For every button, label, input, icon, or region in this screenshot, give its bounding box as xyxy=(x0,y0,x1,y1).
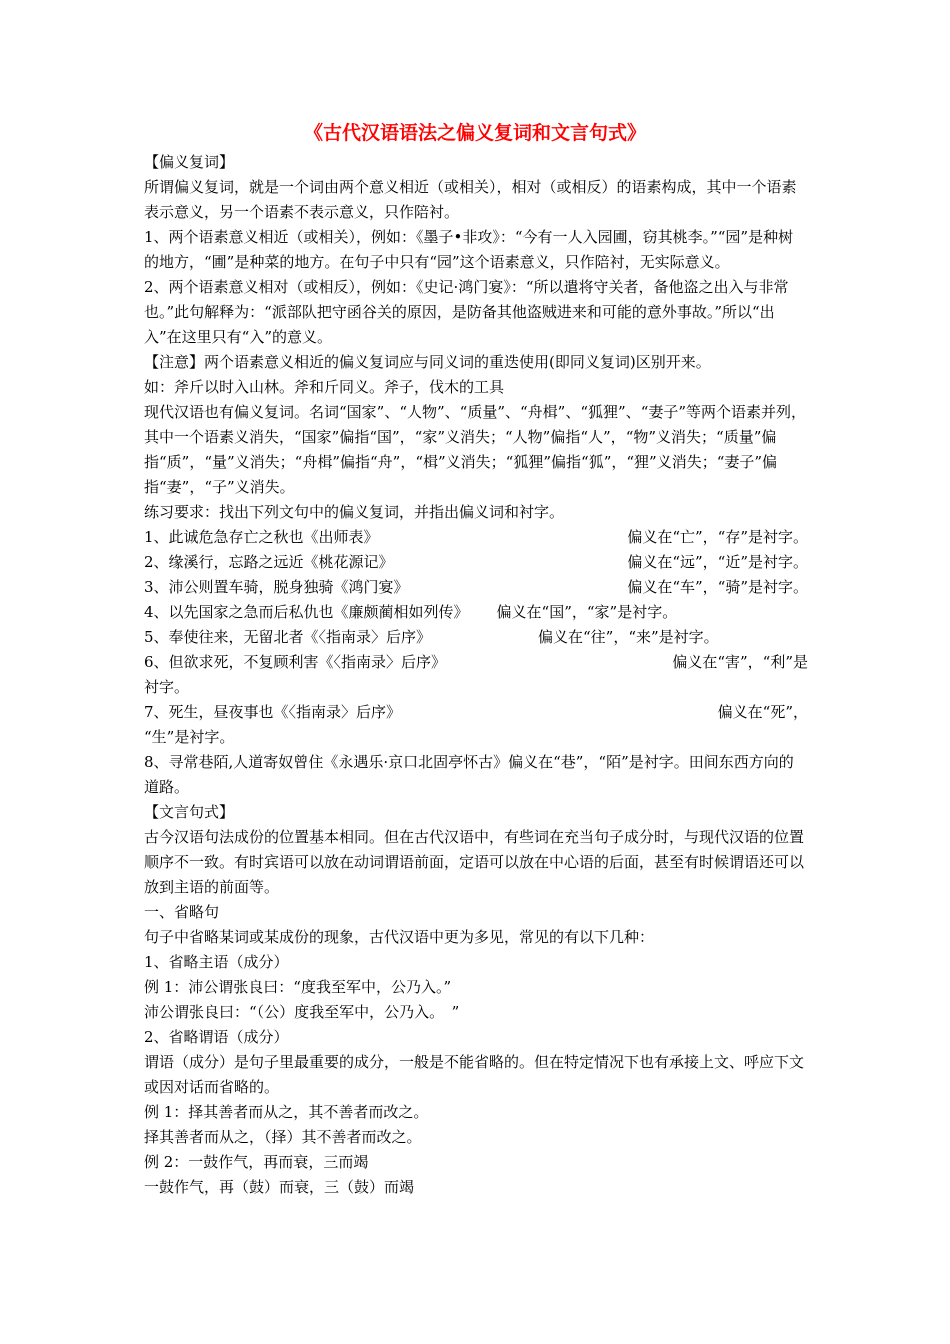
exercise-item: 8、寻常巷陌,人道寄奴曾住《永遇乐·京口北固亭怀古》偏义在“巷”，“陌”是衬字。田间东西方向的道路。 xyxy=(144,753,794,796)
pianyi-modern: 现代汉语也有偏义复词。名词“国家”、“人物”、“质量”、“舟楫”、“狐狸”、“妻子”等两个语素并列，其中一个语素义消失，“国家”偏指“国”，“家”义消失；“人物”偏指“人”，“物”义消失；“质量”偏指“质”，“量”义消失；“舟楫”偏指“舟”，“楫”义消失；“狐狸”偏指“狐”，“狸”义消失；“妻子”偏指“妻”，“子”义消失。 xyxy=(144,403,807,496)
example-filled: 一鼓作气，再（鼓）而衰，三（鼓）而竭 xyxy=(144,1178,415,1196)
example-filled: 择其善者而从之，（择）其不善者而改之。 xyxy=(144,1128,422,1146)
exercise-answer: 偏义在“往”，“来”是衬字。 xyxy=(538,628,719,646)
exercise-answer-continued: 衬字。 xyxy=(144,678,190,696)
exercise-sentence: 4、以先国家之急而后私仇也《廉颇蔺相如列传》 xyxy=(144,603,469,621)
pianyi-point-2: 2、两个语素意义相对（或相反），例如：《史记·鸿门宴》：“所以遣将守关者，备他盗之出入与非常也。”此句解释为：“派部队把守函谷关的原因，是防备其他盗贼进来和可能的意外事故。”所以“出入”在这里只有“入”的意义。 xyxy=(144,278,789,346)
exercise-item xyxy=(144,700,808,725)
pianyi-note: 【注意】两个语素意义相近的偏义复词应与同义词的重迭使用(即同义复词)区别开来。 xyxy=(144,353,711,371)
example-sentence: 例 2：一鼓作气，再而衰，三而竭 xyxy=(144,1153,369,1171)
exercise-answer: 偏义在“车”，“骑”是衬字。 xyxy=(627,578,808,596)
point-title: 2、省略谓语（成分） xyxy=(144,1028,289,1046)
exercise-item xyxy=(144,550,808,575)
exercise-answer: 偏义在“远”，“近”是衬字。 xyxy=(627,553,808,571)
pianyi-example: 如：斧斤以时入山林。斧和斤同义。斧子，伐木的工具 xyxy=(144,378,505,396)
example-sentence: 例 1：沛公谓张良曰：“度我至军中，公乃入。” xyxy=(144,978,452,996)
exercise-answer: 偏义在“亡”，“存”是衬字。 xyxy=(627,528,808,546)
document-body xyxy=(144,150,808,1200)
example-sentence: 例 1：择其善者而从之，其不善者而改之。 xyxy=(144,1103,429,1121)
pianyi-intro: 所谓偏义复词，就是一个词由两个意义相近（或相关），相对（或相反）的语素构成，其中一个语素表示意义，另一个语素不表示意义，只作陪衬。 xyxy=(144,178,797,221)
pianyi-point-1: 1、两个语素意义相近（或相关），例如：《墨子•非攻》：“今有一人入园圃，窃其桃李。”“园”是种树的地方，“圃”是种菜的地方。在句子中只有“园”这个语素意义，只作陪衬，无实际意义。 xyxy=(144,228,794,271)
exercise-sentence: 7、死生，昼夜事也《〈指南录〉后序》 xyxy=(144,703,402,721)
exercise-sentence: 3、沛公则置车骑，脱身独骑《鸿门宴》 xyxy=(144,578,409,596)
section-heading-wenyan: 【文言句式】 xyxy=(144,803,235,821)
point-title: 1、省略主语（成分） xyxy=(144,953,289,971)
exercise-answer: 偏义在“死”， xyxy=(717,703,808,721)
subsection-desc: 句子中省略某词或某成份的现象，古代汉语中更为多见，常见的有以下几种： xyxy=(144,928,655,946)
document-title: 《古代汉语语法之偏义复词和文言句式》 xyxy=(303,122,646,144)
exercise-sentence: 5、奉使往来，无留北者《〈指南录〉后序》 xyxy=(144,628,432,646)
exercise-sentence: 2、缘溪行，忘路之远近《桃花源记》 xyxy=(144,553,394,571)
section-heading-pianyi: 【偏义复词】 xyxy=(144,153,235,171)
exercise-sentence: 1、此诚危急存亡之秋也《出师表》 xyxy=(144,528,379,546)
exercise-instruction: 练习要求：找出下列文句中的偏义复词，并指出偏义词和衬字。 xyxy=(144,503,565,521)
exercise-item xyxy=(144,650,808,675)
exercise-sentence: 6、但欲求死，不复顾利害《〈指南录〉后序》 xyxy=(144,653,447,671)
exercise-item xyxy=(144,575,808,600)
exercise-answer: 偏义在“害”，“利”是 xyxy=(672,653,808,671)
subsection-heading: 一、省略句 xyxy=(144,903,220,921)
exercise-item xyxy=(144,625,808,650)
point-desc: 谓语（成分）是句子里最重要的成分，一般是不能省略的。但在特定情况下也有承接上文、呼应下文或因对话而省略的。 xyxy=(144,1053,805,1096)
exercise-answer: 偏义在“国”，“家”是衬字。 xyxy=(496,603,678,621)
exercise-item xyxy=(144,525,808,550)
example-filled: 沛公谓张良曰：“（公）度我至军中，公乃入。 ” xyxy=(144,1003,460,1021)
exercise-answer-continued: “生”是衬字。 xyxy=(144,728,235,746)
exercise-item xyxy=(144,600,808,625)
wenyan-intro: 古今汉语句法成份的位置基本相同。但在古代汉语中，有些词在充当句子成分时，与现代汉语的位置顺序不一致。有时宾语可以放在动词谓语前面，定语可以放在中心语的后面，甚至有时候谓语还可以放到主语的前面等。 xyxy=(144,828,805,896)
